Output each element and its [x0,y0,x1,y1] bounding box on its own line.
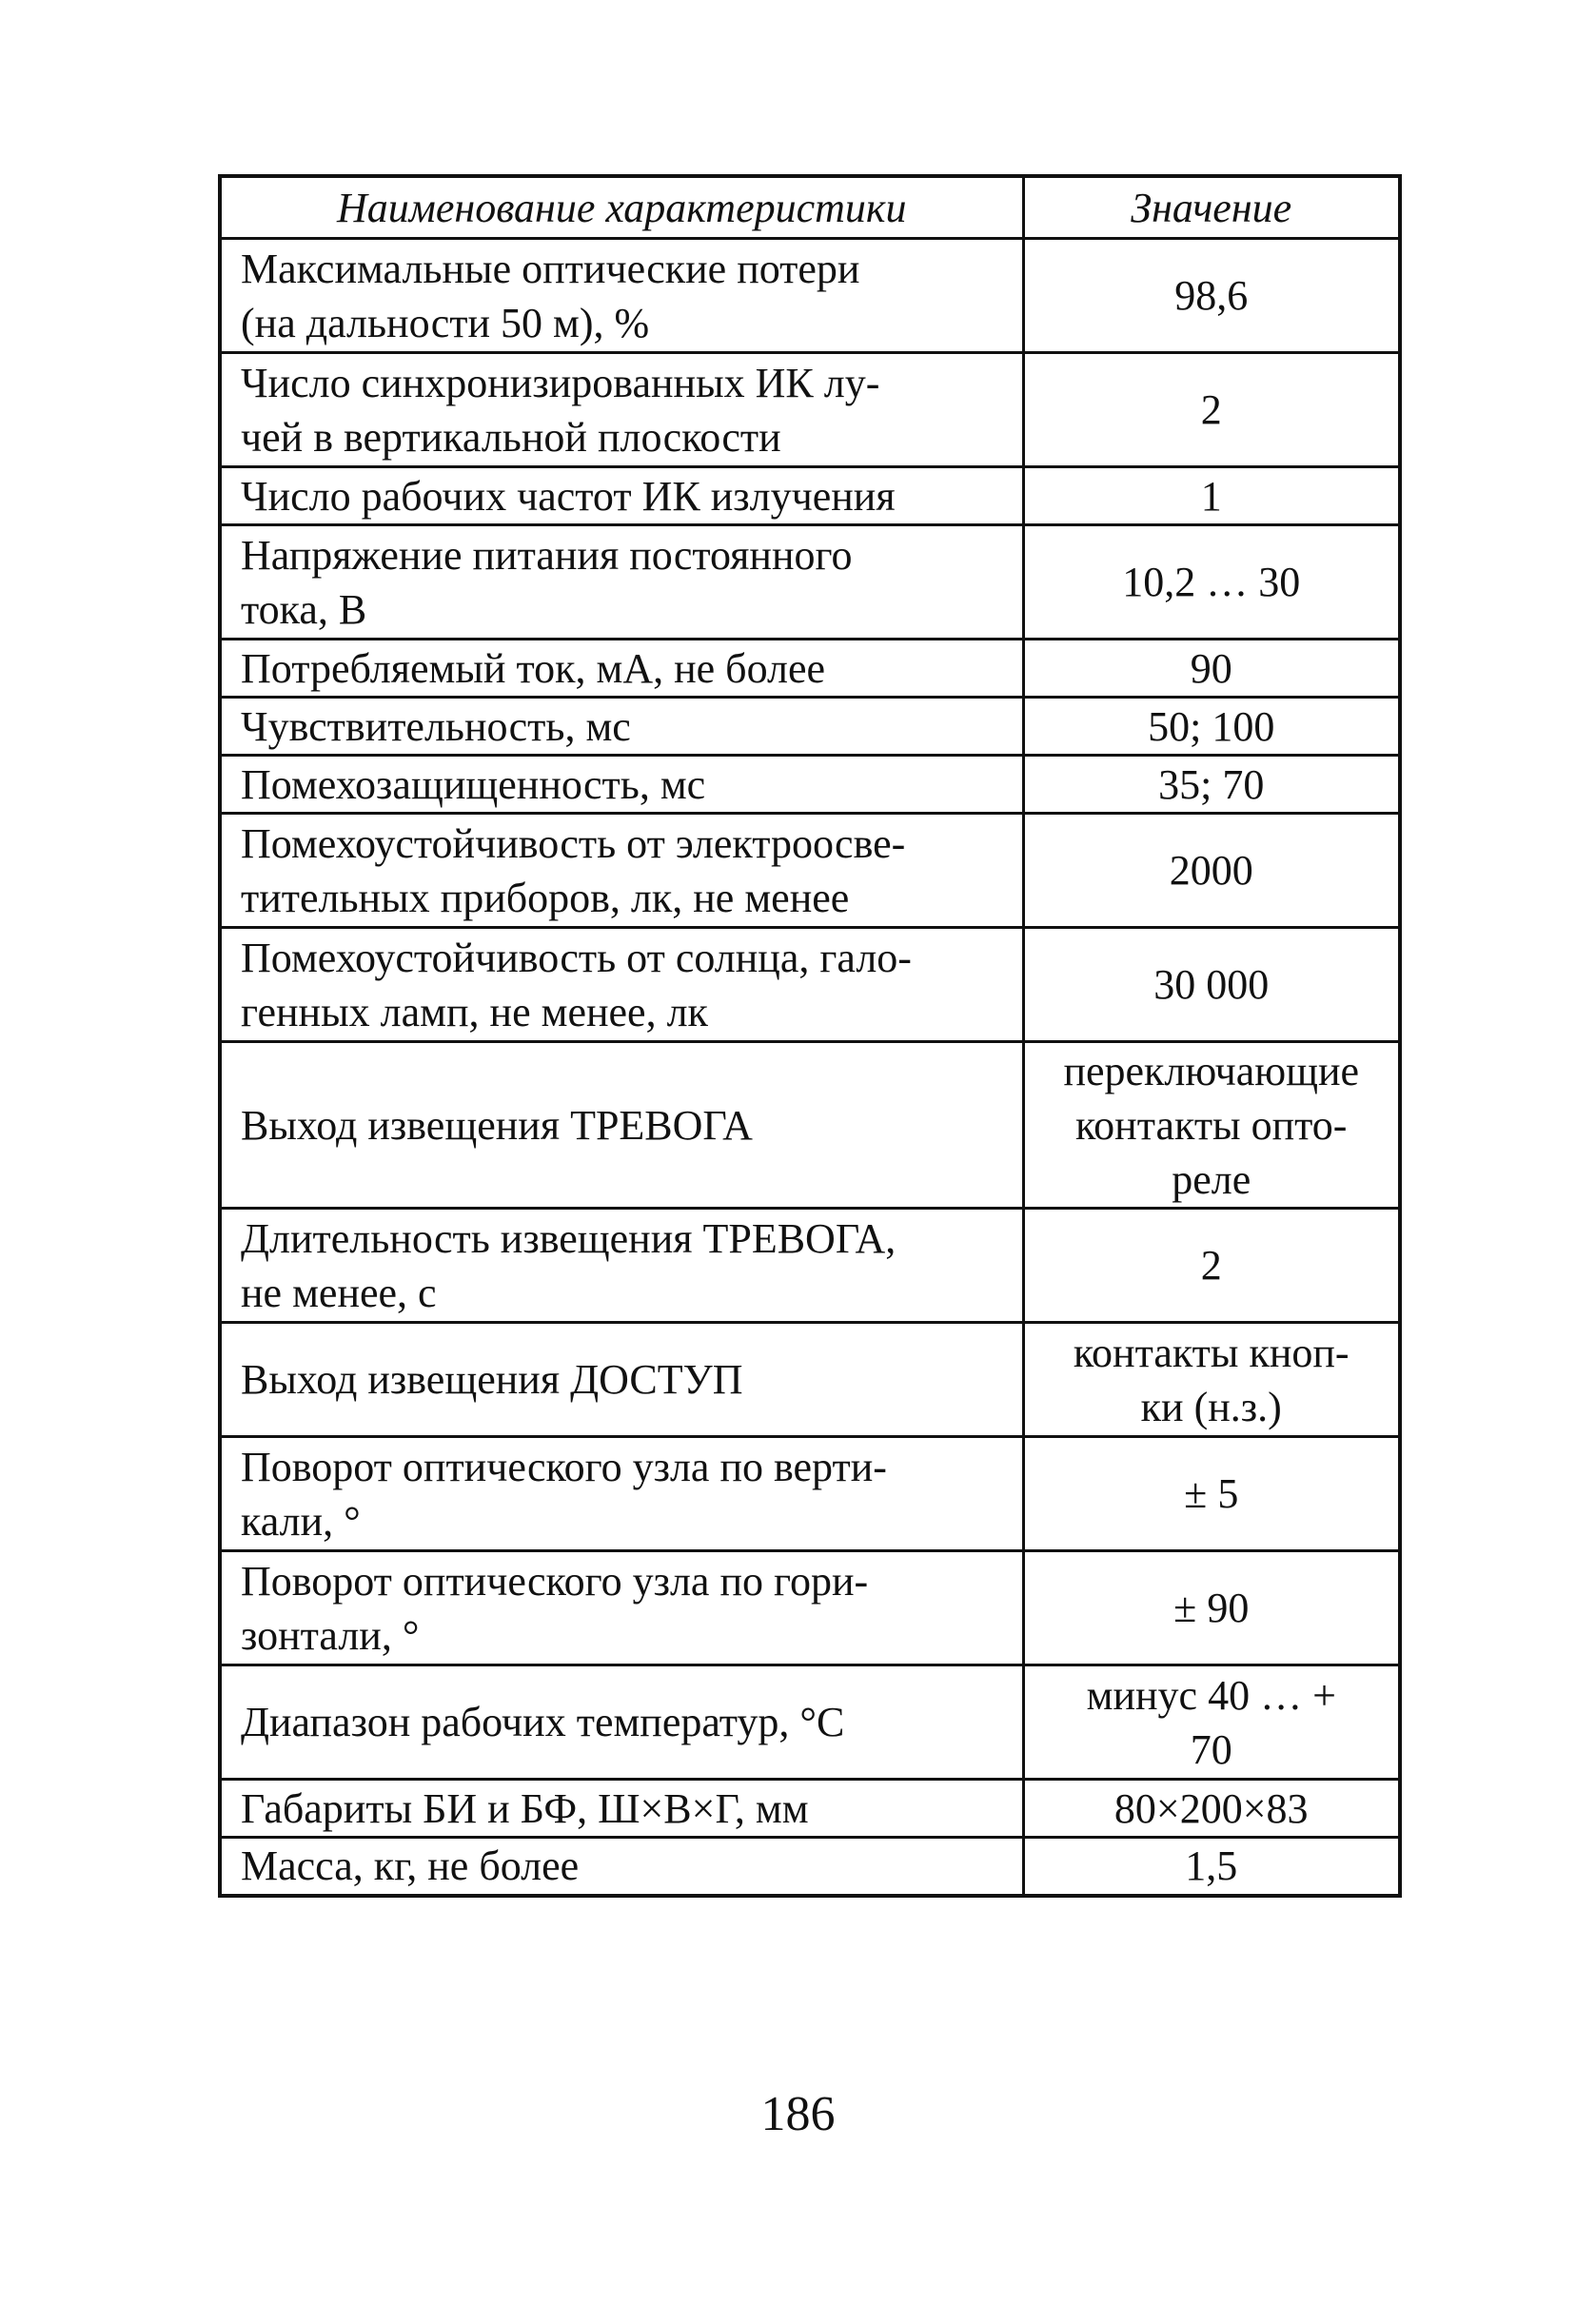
row-name: Помехоустойчивость от солнца, гало- генных ламп, не менее, лк [220,928,1023,1042]
row-value: 50; 100 [1023,698,1400,756]
table-row [220,1042,1400,1209]
header-value: Значение [1023,176,1400,239]
row-value: 2 [1023,353,1400,467]
row-value: 10,2 … 30 [1023,525,1400,640]
table-row [220,525,1400,640]
table-row [220,1323,1400,1437]
table-row [220,756,1400,814]
table-header-row [220,176,1400,239]
table-row [220,1437,1400,1551]
row-name: Чувствительность, мс [220,698,1023,756]
row-name: Помехоустойчивость от электроосве- тительных приборов, лк, не менее [220,814,1023,928]
table-row [220,353,1400,467]
row-value: 98,6 [1023,239,1400,353]
row-value: 35; 70 [1023,756,1400,814]
table-row [220,1780,1400,1838]
row-name: Помехозащищенность, мс [220,756,1023,814]
row-value: контакты кноп- ки (н.з.) [1023,1323,1400,1437]
row-value: минус 40 … + 70 [1023,1665,1400,1780]
table-row [220,1665,1400,1780]
row-value: 2000 [1023,814,1400,928]
row-value: 90 [1023,640,1400,698]
table-row [220,698,1400,756]
row-name: Выход извещения ТРЕВОГА [220,1042,1023,1209]
page-number: 186 [760,2087,836,2141]
row-value: 30 000 [1023,928,1400,1042]
table-row [220,467,1400,525]
table-row [220,640,1400,698]
row-value: ± 90 [1023,1551,1400,1665]
table-row [220,814,1400,928]
table-row [220,1838,1400,1896]
table-row [220,1551,1400,1665]
row-name: Масса, кг, не более [220,1838,1023,1896]
row-name: Поворот оптического узла по верти- кали, ° [220,1437,1023,1551]
row-value: ± 5 [1023,1437,1400,1551]
row-value: 1 [1023,467,1400,525]
row-name: Длительность извещения ТРЕВОГА, не менее, с [220,1209,1023,1323]
row-name: Число рабочих частот ИК излучения [220,467,1023,525]
table-row [220,239,1400,353]
row-value: переключающие контакты опто- реле [1023,1042,1400,1209]
row-value: 1,5 [1023,1838,1400,1896]
row-name: Выход извещения ДОСТУП [220,1323,1023,1437]
row-name: Число синхронизированных ИК лу- чей в вертикальной плоскости [220,353,1023,467]
row-name: Напряжение питания постоянного тока, В [220,525,1023,640]
row-name: Диапазон рабочих температур, °С [220,1665,1023,1780]
row-name: Габариты БИ и БФ, Ш×В×Г, мм [220,1780,1023,1838]
row-value: 80×200×83 [1023,1780,1400,1838]
row-name: Максимальные оптические потери (на дальности 50 м), % [220,239,1023,353]
table-row [220,928,1400,1042]
table-row [220,1209,1400,1323]
header-characteristic-name: Наименование характеристики [220,176,1023,239]
specifications-table [218,174,1402,1898]
row-name: Потребляемый ток, мА, не более [220,640,1023,698]
row-value: 2 [1023,1209,1400,1323]
row-name: Поворот оптического узла по гори- зонтали, ° [220,1551,1023,1665]
